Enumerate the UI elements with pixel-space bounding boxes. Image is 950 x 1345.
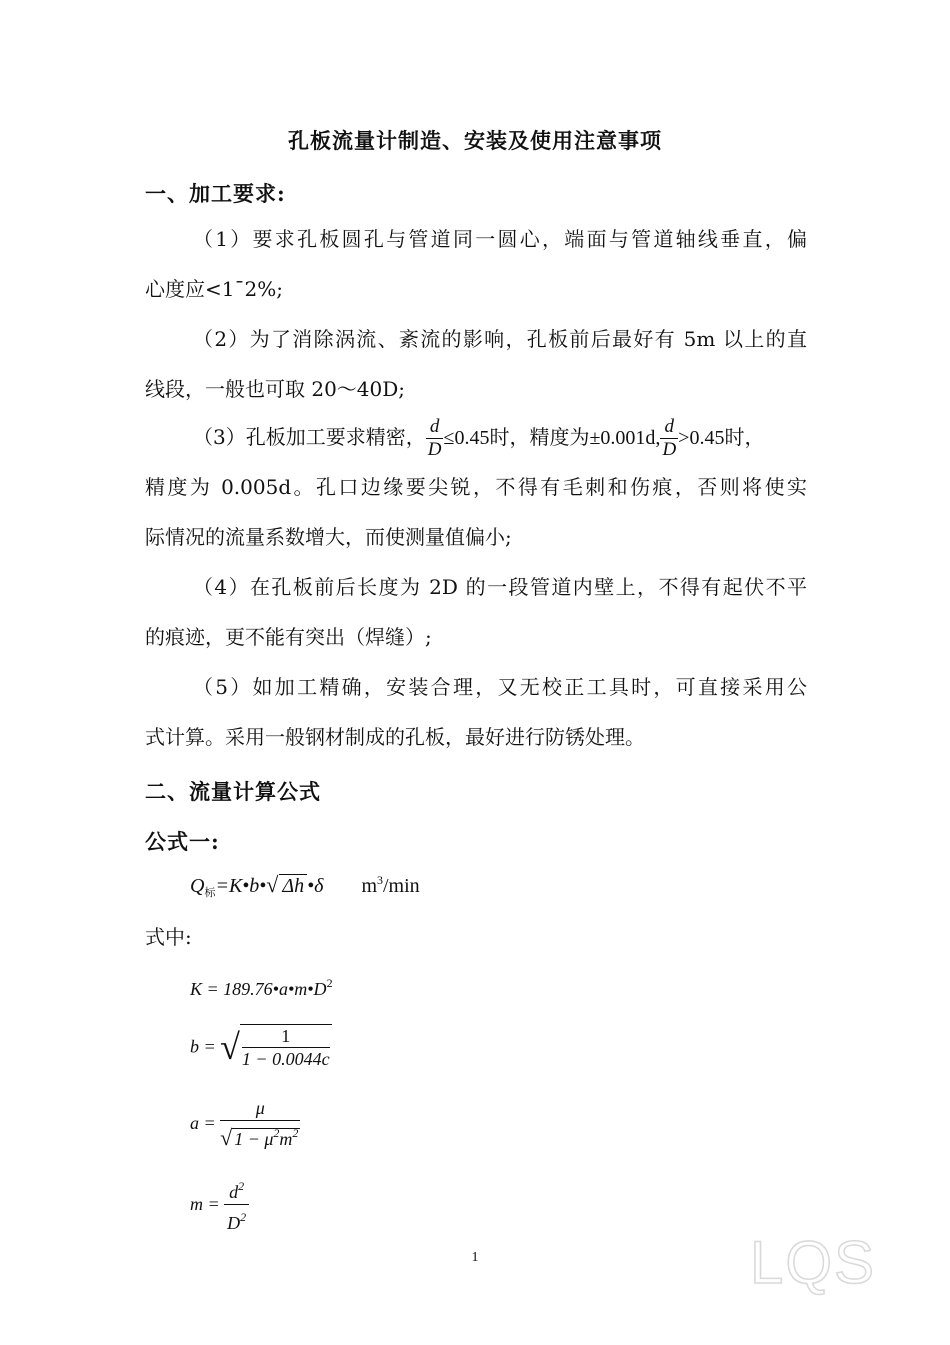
a-den-sup-1: 2: [273, 1126, 280, 1140]
section1-heading: 一、加工要求:: [145, 181, 286, 206]
where-paragraph: [145, 912, 807, 962]
item-4-paragraph: [145, 562, 807, 662]
m-num-exp: 2: [238, 1179, 245, 1193]
item-5-paragraph: [145, 662, 807, 762]
unit-exponent: 3: [377, 873, 383, 887]
item-1-line-1: （1）要求孔板圆孔与管道同一圆心，端面与管道轴线垂直，偏: [193, 227, 807, 251]
a-formula: [190, 1096, 300, 1151]
document-title: 孔板流量计制造、安装及使用注意事项: [288, 128, 662, 153]
m-lhs: m =: [190, 1194, 220, 1214]
item-3-line-2: 精度为 0.005d。孔口边缘要尖锐，不得有毛刺和伤痕，否则将使实: [145, 475, 807, 499]
item-1-paragraph: [145, 214, 807, 314]
b-lhs: b =: [190, 1036, 216, 1057]
item-3-mid: 时，精度为: [489, 425, 590, 449]
b-radicand: [240, 1024, 332, 1070]
m-den-exp: 2: [240, 1210, 247, 1224]
where-label: 式中:: [145, 925, 192, 949]
unit-rest: /min: [383, 875, 420, 897]
ratio-numerator-1: d: [426, 416, 444, 439]
m-num-base: d: [229, 1182, 239, 1202]
sqrt-delta-h: Δh: [279, 874, 307, 898]
a-denominator-radicand: [232, 1128, 300, 1149]
a-lhs: a =: [190, 1113, 216, 1133]
ratio-fraction-2: [660, 416, 678, 461]
m-denominator: [224, 1205, 249, 1235]
flow-variable: Q: [190, 875, 205, 897]
b-formula: [190, 1024, 332, 1070]
m-den-base: D: [227, 1213, 241, 1233]
a-denominator: [220, 1121, 300, 1151]
item-5-line-2: 式计算。采用一般钢材制成的孔板，最好进行防锈处理。: [145, 725, 645, 749]
flow-formula: [190, 872, 420, 900]
item-4-line-1: （4）在孔板前后长度为 2D 的一段管道内壁上，不得有起伏不平: [193, 575, 807, 599]
sqrt-icon: √: [220, 1125, 233, 1150]
item-5-line-1: （5）如加工精确，安装合理，又无校正工具时，可直接采用公: [193, 675, 807, 699]
tolerance-value: ±0.001d,: [589, 427, 661, 449]
a-den-m: m: [279, 1129, 293, 1149]
ratio-condition-2: >0.45: [678, 427, 725, 449]
sqrt-icon: √: [266, 872, 279, 897]
sqrt-icon: √: [220, 1027, 240, 1067]
item-4-line-2: 的痕迹，更不能有突出（焊缝）;: [145, 625, 432, 649]
item-3-end: 时，: [724, 425, 765, 449]
a-numerator: μ: [220, 1096, 300, 1121]
ratio-numerator-2: d: [660, 416, 678, 439]
item-2-paragraph: [145, 314, 807, 414]
ratio-denominator-1: D: [427, 439, 442, 460]
item-2-line-1: （2）为了消除涡流、紊流的影响，孔板前后最好有 5m 以上的直: [193, 327, 807, 351]
a-den-part-1: 1 − μ: [234, 1129, 274, 1149]
unit-base: m: [361, 875, 377, 897]
page-number: 1: [471, 1250, 479, 1265]
b-numerator: 1: [242, 1025, 330, 1048]
item-3-paragraph: [145, 412, 807, 562]
ratio-condition-1: ≤0.45: [443, 427, 490, 449]
b-denominator: 1 − 0.0044c: [241, 1049, 330, 1069]
item-3-line-3: 际情况的流量系数增大，而使测量值偏小;: [145, 525, 512, 549]
item-3-prefix: （3）孔板加工要求精密，: [193, 425, 426, 449]
flow-rhs: =K•b•: [215, 875, 267, 897]
k-formula: [190, 976, 333, 1000]
section2-heading: 二、流量计算公式: [145, 779, 321, 804]
item-2-line-2: 线段，一般也可取 20～40D;: [145, 377, 406, 401]
item-3-line-1: [145, 412, 807, 462]
flow-tail: •δ: [307, 875, 324, 897]
k-formula-text: K = 189.76•a•m•D: [190, 979, 327, 999]
a-den-sup-2: 2: [292, 1126, 299, 1140]
m-fraction: [224, 1174, 249, 1235]
ratio-fraction-1: [426, 416, 444, 461]
item-1-line-2: 心度应<1¯2%;: [145, 277, 283, 301]
formula1-heading: 公式一:: [145, 829, 220, 854]
a-fraction: [220, 1096, 300, 1151]
m-formula: [190, 1174, 249, 1235]
k-exponent: 2: [326, 976, 333, 990]
ratio-denominator-2: D: [662, 439, 677, 460]
flow-subscript: 标: [204, 886, 216, 899]
m-numerator: [224, 1174, 249, 1205]
watermark-logo: LQS: [750, 1229, 877, 1296]
